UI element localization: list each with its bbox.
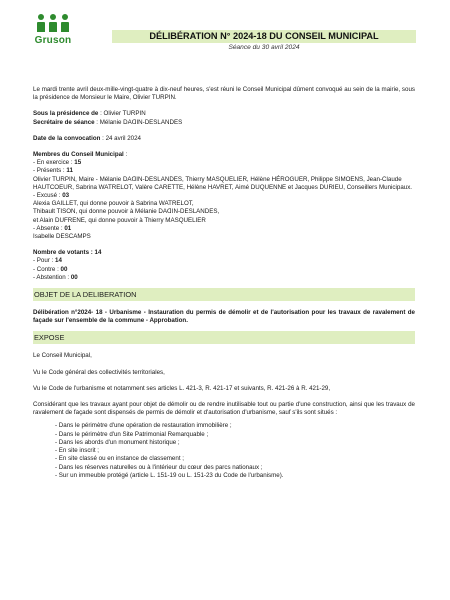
secretaire-label: Secrétaire de séance	[33, 118, 95, 126]
excuse-item: Thibault TISON, qui donne pouvoir à Mélanie DAᗡIN-DESLANDES,	[33, 208, 220, 216]
secretaire-line	[33, 119, 415, 127]
contre-line: - Contre : 00	[33, 265, 68, 273]
objet-text: Délibération n°2024- 18 - Urbanisme - Instauration du permis de démolir et de l'autorisation pour les travaux de ravalement de façade sur l'ensemble de la commune - Approbation.	[33, 309, 415, 325]
session-date: Séance du 30 avril 2024	[228, 44, 300, 51]
list-item: - Dans les réserves naturelles ou à l'intérieur du cœur des parcs nationaux ;	[55, 463, 263, 471]
expose-p4: Considérant que les travaux ayant pour objet de démolir ou de rendre inutilisable tout ou partie d'une construction, ainsi que les travaux de ravalement de façade sont dispensés de permis de démolir et d'autorisation d'urbanisme, sauf s'ils sont situés :	[33, 401, 415, 417]
presidence-value: : Olivier TURPIN	[98, 110, 146, 118]
list-item: - En site inscrit ;	[55, 447, 100, 455]
abstention-line: - Abstention : 00	[33, 273, 78, 281]
logo-figures-icon	[33, 14, 73, 32]
secretaire-value: : Mélanie DAᗡIN-DESLANDES	[94, 118, 183, 126]
absente-line: - Absente : 01	[33, 224, 72, 232]
list-item: - Sur un immeuble protégé (article L. 151-19 ou L. 151-23 du Code de l'urbanisme).	[55, 471, 284, 479]
section-expose-heading: EXPOSE	[33, 331, 415, 344]
presidence-line	[33, 110, 415, 118]
pour-line: - Pour : 14	[33, 257, 62, 265]
list-item: - Dans les abords d'un monument historique ;	[55, 438, 180, 446]
membres-heading: Membres du Conseil Municipal :	[33, 151, 128, 159]
excuse-line: - Excusé : 03	[33, 192, 70, 200]
section-objet-heading: OBJET DE LA DELIBERATION	[33, 288, 415, 301]
excuse-item: et Alain DUFRENE, qui donne pouvoir à Thierry MASQUELIER	[33, 216, 206, 224]
list-item: - Dans le périmètre d'une opération de restauration immobilière ;	[55, 422, 232, 430]
list-item: - Dans le périmètre d'un Site Patrimonial Remarquable ;	[55, 430, 209, 438]
intro-paragraph: Le mardi trente avril deux-mille-vingt-quatre à dix-neuf heures, s'est réuni le Conseil Municipal dûment convoqué au sein de la mairie, sous la présidence de Monsieur le Maire, Olivier TURPIN.	[33, 86, 415, 102]
document-body	[33, 86, 415, 480]
zones-list	[55, 422, 415, 479]
presents-line: - Présents : 11	[33, 167, 73, 175]
votants-heading: Nombre de votants : 14	[33, 249, 102, 257]
gruson-logo	[33, 14, 73, 46]
page-title: DÉLIBÉRATION N° 2024-18 DU CONSEIL MUNICIPAL	[149, 31, 379, 41]
logo-text: Gruson	[34, 35, 72, 46]
convocation-value: : 24 avril 2024	[100, 134, 141, 142]
convocation-label: Date de la convocation	[33, 134, 101, 142]
presents-names: Olivier TURPIN, Maire - Mélanie DAᗡIN-DESLANDES, Thierry MASQUELIER, Hélène HÉROGUER, Philippe SIMOENS, Jean-Claude HAUTCOEUR, Sabrina WATRELOT, Valère CARETTE, Hélène HAVRET, Aimé DUQUENNE et Jacques DURIEU, Conseillers Municipaux.	[33, 175, 413, 191]
expose-p2: Vu le Code général des collectivités territoriales,	[33, 368, 165, 376]
convocation-line	[33, 135, 415, 143]
expose-p1: Le Conseil Municipal,	[33, 352, 92, 360]
expose-p3: Vu le Code de l'urbanisme et notamment ses articles L. 421-3, R. 421-17 et suivants, R. 421-26 à R. 421-29,	[33, 384, 331, 392]
exercice-line: - En exercice : 15	[33, 159, 82, 167]
excuse-item: Alexia GAILLET, qui donne pouvoir à Sabrina WATRELOT,	[33, 200, 194, 208]
list-item: - En site classé ou en instance de classement ;	[55, 455, 184, 463]
absente-name: Isabelle DESCAMPS	[33, 233, 91, 241]
presidence-label: Sous la présidence de	[33, 110, 99, 118]
